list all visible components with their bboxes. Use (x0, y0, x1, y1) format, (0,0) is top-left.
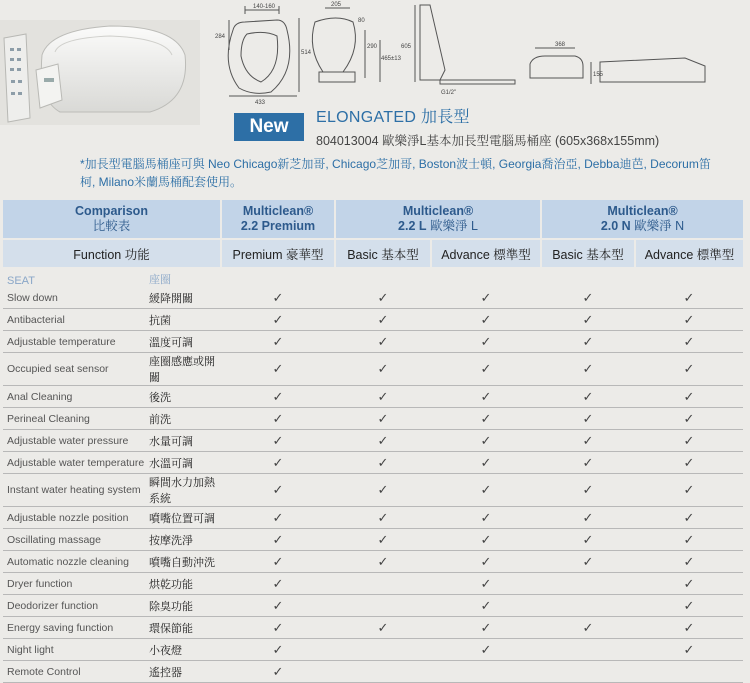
check-mark: ✓ (635, 551, 743, 573)
section-row (3, 267, 743, 287)
table-row (3, 408, 743, 430)
check-mark: ✓ (541, 408, 635, 430)
check-mark: ✓ (335, 551, 431, 573)
table-group-header (3, 200, 743, 239)
feature-name-zh: 烘乾功能 (149, 573, 221, 595)
check-mark: ✓ (221, 595, 335, 617)
header-area (0, 0, 750, 200)
check-mark: ✓ (431, 507, 541, 529)
table-row (3, 353, 743, 386)
group-line2: 2.2 L (398, 219, 427, 233)
check-mark: ✓ (635, 529, 743, 551)
check-mark: ✓ (431, 353, 541, 386)
dim-label: G1/2" (441, 90, 457, 96)
table-row (3, 309, 743, 331)
check-mark: ✓ (221, 309, 335, 331)
check-mark: ✓ (431, 595, 541, 617)
check-mark: ✓ (431, 551, 541, 573)
check-mark: ✓ (635, 595, 743, 617)
product-title: ELONGATED 加長型 (316, 109, 470, 126)
check-mark: ✓ (335, 287, 431, 309)
feature-name-zh: 按摩洗淨 (149, 529, 221, 551)
model-header: Premium 豪華型 (221, 239, 335, 267)
check-mark: ✓ (635, 573, 743, 595)
check-mark: ✓ (221, 573, 335, 595)
table-row (3, 529, 743, 551)
dim-label: 514 (301, 50, 312, 56)
corner-header (3, 200, 221, 239)
check-mark: ✓ (221, 353, 335, 386)
feature-name-zh: 座圈感應或開關 (149, 353, 221, 386)
check-mark: ✓ (221, 529, 335, 551)
check-mark: ✓ (431, 309, 541, 331)
dim-label: 290 (367, 44, 378, 50)
check-mark: ✓ (335, 353, 431, 386)
feature-name-zh: 抗菌 (149, 309, 221, 331)
check-mark (635, 661, 743, 683)
table-row (3, 573, 743, 595)
check-mark (431, 661, 541, 683)
product-photo (0, 0, 200, 130)
table-row (3, 430, 743, 452)
check-mark: ✓ (221, 617, 335, 639)
feature-name-zh: 水溫可調 (149, 452, 221, 474)
check-mark: ✓ (221, 661, 335, 683)
dim-label: 205 (331, 2, 342, 8)
check-mark: ✓ (431, 639, 541, 661)
table-model-header (3, 239, 743, 267)
check-mark: ✓ (635, 617, 743, 639)
check-mark: ✓ (431, 452, 541, 474)
check-mark: ✓ (541, 617, 635, 639)
feature-name-en: Oscillating massage (3, 529, 149, 551)
check-mark: ✓ (221, 474, 335, 507)
group-header (221, 200, 335, 239)
table-row (3, 639, 743, 661)
dim-label: 140-160 (253, 4, 276, 10)
check-mark: ✓ (221, 639, 335, 661)
feature-name-zh: 水量可調 (149, 430, 221, 452)
check-mark: ✓ (431, 617, 541, 639)
feature-name-en: Anal Cleaning (3, 386, 149, 408)
feature-name-zh: 噴嘴位置可調 (149, 507, 221, 529)
check-mark: ✓ (541, 452, 635, 474)
check-mark (541, 595, 635, 617)
group-header (541, 200, 743, 239)
check-mark (541, 639, 635, 661)
check-mark: ✓ (221, 551, 335, 573)
product-subtitle: 804013004 歐樂淨L基本加長型電腦馬桶座 (605x368x155mm) (316, 134, 660, 148)
feature-name-en: Deodorizer function (3, 595, 149, 617)
check-mark: ✓ (431, 573, 541, 595)
group-line1: Multiclean® (607, 204, 678, 218)
feature-name-en: Occupied seat sensor (3, 353, 149, 386)
check-mark: ✓ (541, 474, 635, 507)
check-mark: ✓ (335, 529, 431, 551)
feature-name-zh: 溫度可調 (149, 331, 221, 353)
check-mark: ✓ (635, 386, 743, 408)
check-mark: ✓ (635, 287, 743, 309)
check-mark: ✓ (541, 529, 635, 551)
feature-name-zh: 瞬間水力加熱系統 (149, 474, 221, 507)
dim-label: 284 (215, 34, 226, 40)
dim-label: 155 (593, 72, 604, 78)
check-mark: ✓ (635, 639, 743, 661)
dim-label: 605 (401, 44, 412, 50)
check-mark: ✓ (431, 408, 541, 430)
check-mark: ✓ (541, 353, 635, 386)
check-mark: ✓ (221, 331, 335, 353)
feature-name-zh: 前洗 (149, 408, 221, 430)
group-line2: 2.2 Premium (240, 219, 316, 233)
table-row (3, 661, 743, 683)
table-row (3, 595, 743, 617)
check-mark: ✓ (541, 551, 635, 573)
check-mark (335, 639, 431, 661)
check-mark: ✓ (635, 353, 743, 386)
corner-en: Comparison (75, 204, 148, 218)
check-mark: ✓ (335, 408, 431, 430)
table-row (3, 551, 743, 573)
check-mark: ✓ (221, 507, 335, 529)
check-mark: ✓ (335, 474, 431, 507)
check-mark: ✓ (221, 386, 335, 408)
check-mark (541, 661, 635, 683)
check-mark: ✓ (431, 331, 541, 353)
feature-name-en: Adjustable nozzle position (3, 507, 149, 529)
feature-name-en: Dryer function (3, 573, 149, 595)
check-mark: ✓ (635, 331, 743, 353)
feature-name-en: Energy saving function (3, 617, 149, 639)
check-mark: ✓ (635, 507, 743, 529)
dim-label: 465±13 (381, 56, 401, 62)
check-mark: ✓ (221, 430, 335, 452)
check-mark (335, 595, 431, 617)
check-mark: ✓ (335, 452, 431, 474)
dim-label: 80 (358, 18, 365, 24)
table-row (3, 331, 743, 353)
check-mark: ✓ (335, 617, 431, 639)
table-row (3, 386, 743, 408)
check-mark: ✓ (431, 287, 541, 309)
dim-label: 368 (555, 42, 566, 48)
feature-name-en: Night light (3, 639, 149, 661)
feature-name-en: Slow down (3, 287, 149, 309)
feature-name-en: Adjustable water temperature (3, 452, 149, 474)
new-badge: New (234, 113, 304, 141)
comparison-table (3, 200, 743, 683)
check-mark (335, 661, 431, 683)
check-mark: ✓ (541, 507, 635, 529)
group-header (335, 200, 541, 239)
section-label-en: SEAT (7, 275, 35, 287)
check-mark (335, 573, 431, 595)
group-line2: 2.0 N (600, 219, 631, 233)
model-header: Basic 基本型 (335, 239, 431, 267)
check-mark: ✓ (541, 331, 635, 353)
feature-name-en: Adjustable water pressure (3, 430, 149, 452)
check-mark: ✓ (635, 430, 743, 452)
check-mark: ✓ (431, 430, 541, 452)
feature-name-zh: 緩降開關 (149, 287, 221, 309)
check-mark: ✓ (221, 408, 335, 430)
feature-name-zh: 噴嘴自動沖洗 (149, 551, 221, 573)
table-row (3, 474, 743, 507)
check-mark: ✓ (431, 386, 541, 408)
feature-name-en: Antibacterial (3, 309, 149, 331)
corner-zh: 比較表 (92, 219, 131, 233)
dim-label: 433 (255, 100, 266, 105)
model-header: Basic 基本型 (541, 239, 635, 267)
group-line2-zh: 歐樂淨 L (426, 219, 478, 233)
feature-name-zh: 遙控器 (149, 661, 221, 683)
feature-name-zh: 小夜燈 (149, 639, 221, 661)
check-mark: ✓ (335, 331, 431, 353)
check-mark: ✓ (221, 287, 335, 309)
technical-drawings (215, 0, 750, 105)
check-mark: ✓ (635, 474, 743, 507)
check-mark: ✓ (635, 408, 743, 430)
feature-name-zh: 除臭功能 (149, 595, 221, 617)
check-mark: ✓ (431, 529, 541, 551)
check-mark: ✓ (335, 430, 431, 452)
feature-name-zh: 後洗 (149, 386, 221, 408)
model-header: Advance 標準型 (431, 239, 541, 267)
check-mark: ✓ (541, 430, 635, 452)
check-mark: ✓ (335, 309, 431, 331)
feature-name-en: Remote Control (3, 661, 149, 683)
group-line1: Multiclean® (242, 204, 314, 218)
check-mark: ✓ (335, 386, 431, 408)
check-mark (541, 573, 635, 595)
table-row (3, 507, 743, 529)
group-line1: Multiclean® (402, 204, 474, 218)
check-mark: ✓ (541, 287, 635, 309)
feature-name-zh: 環保節能 (149, 617, 221, 639)
check-mark: ✓ (635, 452, 743, 474)
feature-name-en: Perineal Cleaning (3, 408, 149, 430)
table-row (3, 617, 743, 639)
model-header: Advance 標準型 (635, 239, 743, 267)
feature-name-en: Instant water heating system (3, 474, 149, 507)
section-label-zh: 座圈 (149, 274, 171, 286)
feature-rows (3, 287, 743, 683)
check-mark: ✓ (635, 309, 743, 331)
check-mark: ✓ (221, 452, 335, 474)
function-header: Function 功能 (3, 239, 221, 267)
feature-name-en: Automatic nozzle cleaning (3, 551, 149, 573)
check-mark: ✓ (541, 309, 635, 331)
table-row (3, 452, 743, 474)
group-line2-zh: 歐樂淨 N (630, 219, 685, 233)
check-mark: ✓ (335, 507, 431, 529)
feature-name-en: Adjustable temperature (3, 331, 149, 353)
check-mark: ✓ (541, 386, 635, 408)
check-mark: ✓ (431, 474, 541, 507)
compatibility-note: *加長型電腦馬桶座可與 Neo Chicago新芝加哥, Chicago芝加哥, Boston波士頓, Georgia喬治亞, Debba迪芭, Decorum笛柯, Milano米蘭馬桶配套使用。 (80, 157, 711, 189)
table-row (3, 287, 743, 309)
